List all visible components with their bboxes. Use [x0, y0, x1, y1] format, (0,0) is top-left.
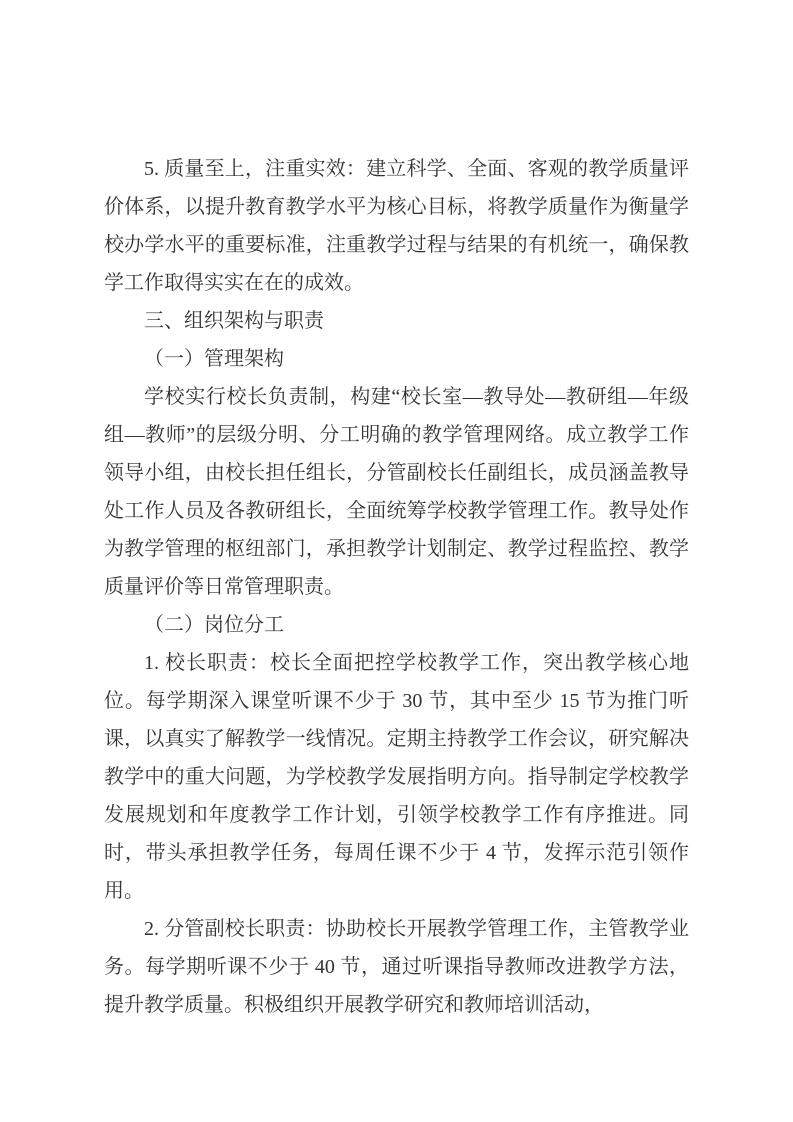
heading-section-organization: 三、组织架构与职责	[144, 310, 324, 332]
heading-subsection-management-structure: （一）管理架构	[144, 348, 284, 370]
paragraph-vice-principal-duties: 2. 分管副校长职责：协助校长开展教学管理工作，主管教学业务。每学期听课不少于 40 节，通过听课指导教师改进教学方法，提升教学质量。积极组织开展教学研究和教师培训活动，	[104, 918, 689, 1016]
paragraph-management-structure: 学校实行校长负责制，构建“校长室—教导处—教研组—年级组—教师”的层级分明、分工明确的教学管理网络。成立教学工作领导小组，由校长担任组长，分管副校长任副组长，成员涵盖教导处工作人员及各教研组长，全面统筹学校教学管理工作。教导处作为教学管理的枢纽部门，承担教学计划制定、教学过程监控、教学质量评价等日常管理职责。	[104, 386, 689, 598]
paragraph-principal-duties: 1. 校长职责：校长全面把控学校教学工作，突出教学核心地位。每学期深入课堂听课不少于 30 节，其中至少 15 节为推门听课，以真实了解教学一线情况。定期主持教学工作会议，研究解决教学中的重大问题，为学校教学发展指明方向。指导制定学校教学发展规划和年度教学工作计划，引领学校教学工作有序推进。同时，带头承担教学任务，每周任课不少于 4 节，发挥示范引领作用。	[104, 652, 689, 902]
document-body	[104, 150, 689, 1024]
heading-subsection-position-division: （二）岗位分工	[144, 614, 284, 636]
paragraph-quality-first: 5. 质量至上，注重实效：建立科学、全面、客观的教学质量评价体系，以提升教育教学水平为核心目标，将教学质量作为衡量学校办学水平的重要标准，注重教学过程与结果的有机统一，确保教学工作取得实实在在的成效。	[104, 158, 689, 294]
